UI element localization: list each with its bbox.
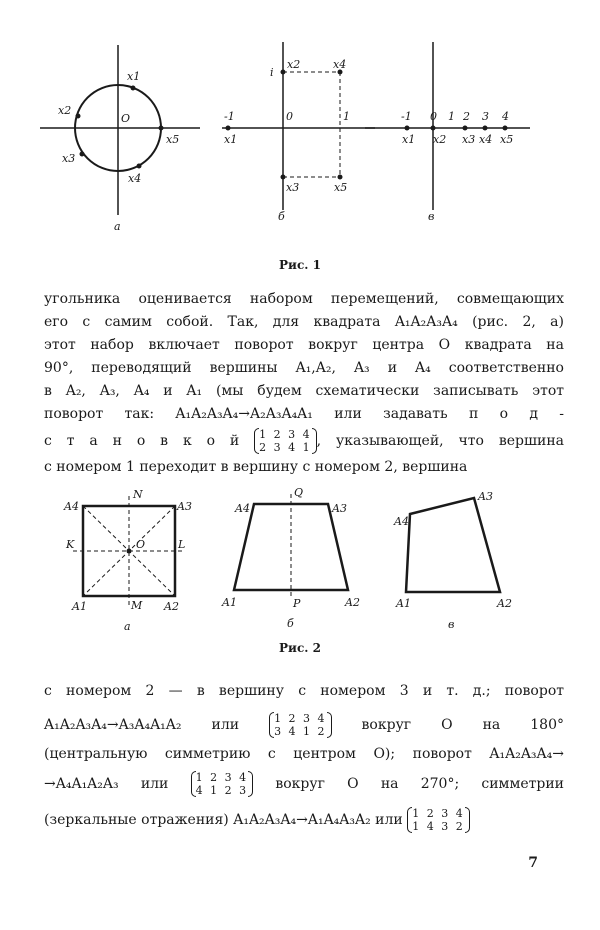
fig2a-sublabel: а xyxy=(124,620,131,630)
fig1b-tick-minus1: -1 xyxy=(224,110,235,123)
fig2b-P: P xyxy=(293,597,301,610)
p1-line2: его с самим собой. Так, для квадрата A₁A₂A₃A₄ (рис. 2, а) xyxy=(44,314,564,330)
substitution-matrix-1: 1 2 3 4 2 3 4 1 xyxy=(254,428,316,454)
p1-line5: в A₂, A₃, A₄ и A₁ (мы будем схематически записывать этот xyxy=(44,383,564,399)
p1-line7: с т а н о в к о й 1 2 3 4 2 3 4 1 , указывающей, что вершина xyxy=(44,428,565,454)
figure-2 xyxy=(0,480,600,630)
fig2b-A4: A4 xyxy=(235,502,250,515)
p2-line2 xyxy=(44,707,564,743)
figure-1a xyxy=(40,45,200,233)
fig1c-tick-minus1: -1 xyxy=(401,110,412,123)
fig1b-x3: x3 xyxy=(286,181,300,194)
fig1c-tick-2: 2 xyxy=(463,110,470,123)
fig1a-center: O xyxy=(121,112,131,125)
fig2c-A4: A4 xyxy=(394,515,409,528)
fig2b-A2: A2 xyxy=(345,596,360,609)
fig1b-tick-0: 0 xyxy=(286,110,293,123)
fig1a-x3: x3 xyxy=(62,152,76,165)
fig2a-K: K xyxy=(66,538,75,551)
fig1a-x4: x4 xyxy=(128,172,142,185)
fig2a-A2: A2 xyxy=(164,600,179,613)
fig1c-sublabel: в xyxy=(428,210,435,223)
fig1b-x5: x5 xyxy=(334,181,348,194)
figure-2b xyxy=(221,486,360,630)
substitution-matrix-3: 1 2 3 4 4 1 2 3 xyxy=(191,771,253,797)
fig1c-x2: x2 xyxy=(433,133,447,146)
fig1b-x2: x2 xyxy=(287,58,301,71)
fig1a-x2: x2 xyxy=(58,104,72,117)
p1-line3: этот набор включает поворот вокруг центра O квадрата на xyxy=(44,337,564,353)
figure-1c xyxy=(365,42,530,223)
p2-line1: с номером 2 — в вершину с номером 3 и т. д.; поворот xyxy=(44,683,564,699)
page-number: 7 xyxy=(528,855,538,871)
fig2b-A1: A1 xyxy=(222,596,237,609)
fig2a-N: N xyxy=(133,488,143,501)
fig2a-O: O xyxy=(136,538,146,551)
fig2a-M: M xyxy=(131,599,143,612)
fig2b-sublabel: б xyxy=(287,617,294,630)
fig2a-L: L xyxy=(178,538,186,551)
substitution-matrix-4: 1 2 3 4 1 4 3 2 xyxy=(407,807,469,833)
paragraph-1 xyxy=(44,288,564,479)
figure-2-caption: Рис. 2 xyxy=(279,641,321,655)
p2-line2b: вокруг O на 180° xyxy=(361,717,564,733)
fig1c-tick-0: 0 xyxy=(430,110,437,123)
fig1b-tick-1: 1 xyxy=(343,110,350,123)
p1-line7b: указывающей, что вершина xyxy=(336,433,565,449)
fig1c-tick-1: 1 xyxy=(448,110,455,123)
p1-line1: угольника оценивается набором перемещений, совмещающих xyxy=(44,291,564,307)
fig2c-sublabel: в xyxy=(448,618,455,630)
fig1b-sublabel: б xyxy=(278,210,285,223)
fig1b-x4: x4 xyxy=(333,58,347,71)
paragraph-2 xyxy=(44,680,564,838)
fig1a-sublabel: а xyxy=(114,220,121,233)
fig1c-tick-3: 3 xyxy=(482,110,489,123)
p1-line7a: с т а н о в к о й xyxy=(44,433,240,449)
fig2a-A3: A3 xyxy=(177,500,192,513)
figure-2c xyxy=(393,490,512,630)
p2-line4b: вокруг O на 270°; симметрии xyxy=(275,776,564,792)
p2-line2a: A₁A₂A₃A₄→A₃A₄A₁A₂ или xyxy=(44,717,240,733)
p2-line5a: (зеркальные отражения) A₁A₂A₃A₄→A₁A₄A₃A₂ или xyxy=(44,812,403,828)
p1-line8: с номером 1 переходит в вершину с номером 2, вершина xyxy=(44,459,468,475)
fig2c-A1: A1 xyxy=(396,597,411,610)
fig2b-A3: A3 xyxy=(332,502,347,515)
fig1c-x3: x3 xyxy=(462,133,476,146)
fig1c-x4: x4 xyxy=(479,133,493,146)
figure-2a xyxy=(63,488,192,630)
fig2c-A2: A2 xyxy=(497,597,512,610)
p2-line4a: →A₄A₁A₂A₃ или xyxy=(44,776,169,792)
p2-line5 xyxy=(44,802,564,838)
fig1b-tick-i: i xyxy=(270,66,274,79)
fig1a-x5: x5 xyxy=(166,133,180,146)
figure-1-caption: Рис. 1 xyxy=(279,258,321,272)
fig2a-A1: A1 xyxy=(72,600,87,613)
fig2b-Q: Q xyxy=(294,486,304,499)
fig1c-x5: x5 xyxy=(500,133,514,146)
substitution-matrix-2: 1 2 3 4 3 4 1 2 xyxy=(269,712,331,738)
fig2a-A4: A4 xyxy=(64,500,79,513)
p1-line4: 90°, переводящий вершины A₁,A₂, A₃ и A₄ соответственно xyxy=(44,360,564,376)
figure-1b xyxy=(222,42,375,223)
fig1b-x1: x1 xyxy=(224,133,238,146)
fig1c-tick-4: 4 xyxy=(502,110,509,123)
p1-line6: поворот так: A₁A₂A₃A₄→A₂A₃A₄A₁ или задавать п о д - xyxy=(44,406,564,422)
fig1a-x1: x1 xyxy=(127,70,141,83)
p2-line3: (центральную симметрию с центром O); поворот A₁A₂A₃A₄→ xyxy=(44,746,564,762)
figure-1 xyxy=(0,30,600,245)
fig1c-x1: x1 xyxy=(402,133,416,146)
fig2c-A3: A3 xyxy=(478,490,493,503)
p2-line4 xyxy=(44,766,564,802)
